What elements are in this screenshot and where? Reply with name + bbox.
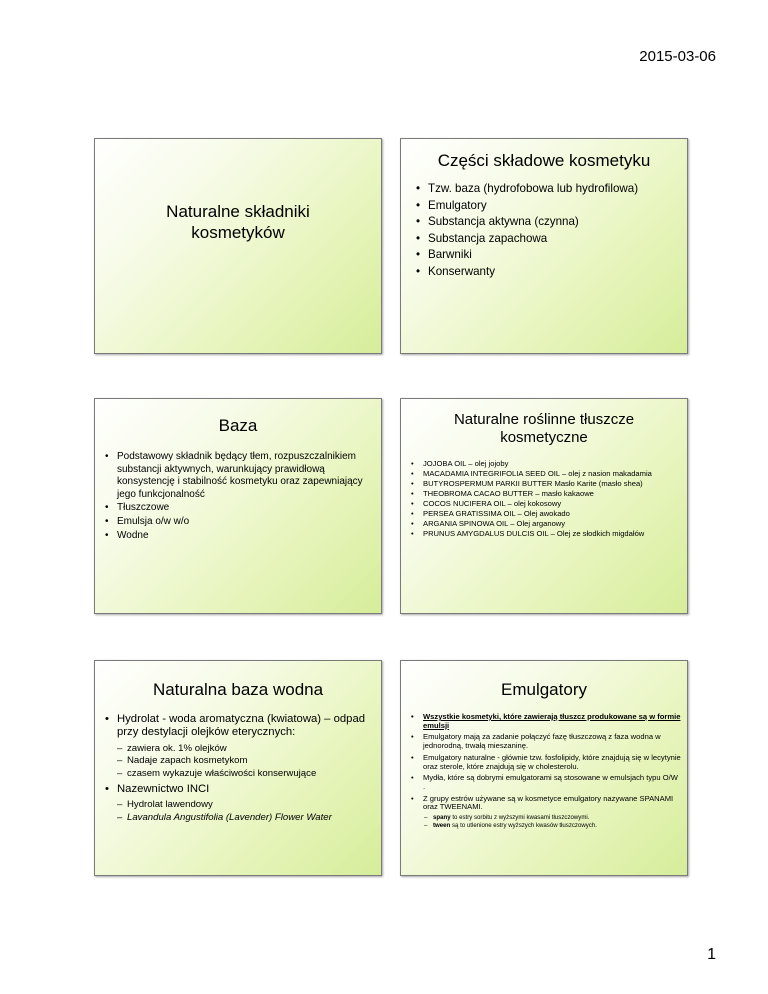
sub-item: – czasem wykazuje właściwości konserwujące bbox=[127, 768, 375, 780]
list-item bbox=[423, 795, 681, 830]
sub-item: – Lavandula Angustifolia (Lavender) Flower Water bbox=[127, 812, 375, 824]
slide-title: Części składowe kosmetyku bbox=[437, 151, 651, 170]
sub-list bbox=[433, 814, 681, 829]
list-item bbox=[117, 783, 375, 824]
page-date: 2015-03-06 bbox=[639, 48, 716, 65]
bullet-list bbox=[117, 451, 371, 543]
list-item: • Barwniki bbox=[428, 247, 681, 264]
term-spany: spany bbox=[433, 814, 451, 822]
list-item: • Emulgatory bbox=[428, 198, 681, 215]
slide-baza-wodna bbox=[94, 660, 382, 876]
list-item: • Konserwanty bbox=[428, 264, 681, 281]
slide-baza bbox=[94, 398, 382, 614]
list-item: • Substancja zapachowa bbox=[428, 231, 681, 248]
bullet-list bbox=[428, 181, 681, 280]
list-item: • Tłuszczowe bbox=[117, 502, 371, 515]
list-item: • PRUNUS AMYGDALUS DULCIS OIL – Olej ze słodkich migdałów bbox=[423, 529, 681, 538]
sub-item bbox=[433, 822, 681, 830]
sub-list bbox=[127, 799, 375, 824]
list-item: • Emulgatory naturalne - głównie tzw. fosfolipidy, które znajdują się w lecytynie oraz sterole, które znajdują się w cholesterolu. bbox=[423, 754, 681, 771]
sub-item: – Hydrolat lawendowy bbox=[127, 799, 375, 811]
bullet-list bbox=[117, 713, 375, 827]
list-item-text: Hydrolat - woda aromatyczna (kwiatowa) – odpad przy destylacji olejków eterycznych: bbox=[117, 713, 366, 739]
list-item: • PERSEA GRATISSIMA OIL – Olej awokado bbox=[423, 509, 681, 518]
list-item: • BUTYROSPERMUM PARKII BUTTER Masło Karite (masło shea) bbox=[423, 479, 681, 488]
page-number: 1 bbox=[707, 946, 716, 963]
list-item: • Emulgatory mają za zadanie połączyć fazę tłuszczową z faza wodna w jednorodną, trwałą mieszaninę. bbox=[423, 733, 681, 750]
slide-czesci-skladowe bbox=[400, 138, 688, 354]
term-tween: tween bbox=[433, 821, 451, 829]
list-item-text: Z grupy estrów używane są w kosmetyce emulgatory nazywane SPANAMI oraz TWEENAMI. bbox=[423, 793, 674, 812]
title-line-2: kosmetyków bbox=[191, 223, 285, 242]
list-item: • Mydła, które są dobrymi emulgatorami są stosowane w emulsjach typu O/W . bbox=[423, 774, 681, 791]
slide-title bbox=[103, 201, 373, 243]
slide-title: Baza bbox=[218, 416, 258, 435]
list-item-text: Nazewnictwo INCI bbox=[117, 783, 210, 796]
list-item: • Podstawowy składnik będący tłem, rozpuszczalnikiem substancji aktywnych, warunkujący prawidłową konsystencję i stabilność kosmetyku oraz zapewniający jego funkcjonalność bbox=[117, 451, 371, 501]
bullet-list bbox=[423, 459, 681, 539]
list-item: • JOJOBA OIL – olej jojoby bbox=[423, 459, 681, 468]
list-item: • ARGANIA SPINOWA OIL – Olej arganowy bbox=[423, 519, 681, 528]
list-item: • COCOS NUCIFERA OIL – olej kokosowy bbox=[423, 499, 681, 508]
sub-list bbox=[127, 743, 375, 780]
list-item: • Wszystkie kosmetyki, które zawierają tłuszcz produkowane są w formie emulsji bbox=[423, 713, 681, 730]
slide-title: Emulgatory bbox=[501, 680, 587, 699]
slide-title: Naturalne roślinne tłuszcze kosmetyczne bbox=[453, 411, 635, 446]
slide-tluszcze bbox=[400, 398, 688, 614]
sub-item: – Nadaje zapach kosmetykom bbox=[127, 755, 375, 767]
title-line-1: Naturalne składniki bbox=[166, 202, 310, 221]
list-item: • Emulsja o/w w/o bbox=[117, 516, 371, 529]
list-item: • Substancja aktywna (czynna) bbox=[428, 214, 681, 231]
list-item: • Wodne bbox=[117, 530, 371, 543]
sub-item-text: są to utlenione estry wyższych kwasów tłuszczowych. bbox=[450, 821, 597, 829]
list-item bbox=[117, 713, 375, 780]
sub-item: – zawiera ok. 1% olejków bbox=[127, 743, 375, 755]
list-item: • THEOBROMA CACAO BUTTER – masło kakaowe bbox=[423, 489, 681, 498]
sub-item-text: to estry sorbitu z wyższymi kwasami tłuszczowymi. bbox=[450, 814, 590, 822]
list-item: • Tzw. baza (hydrofobowa lub hydrofilowa) bbox=[428, 181, 681, 198]
bullet-list bbox=[423, 713, 681, 832]
slide-emulgatory bbox=[400, 660, 688, 876]
slide-title: Naturalna baza wodna bbox=[152, 680, 324, 699]
sub-item bbox=[433, 814, 681, 822]
slide-naturalne-skladniki bbox=[94, 138, 382, 354]
list-item: • MACADAMIA INTEGRIFOLIA SEED OIL – olej z nasion makadamia bbox=[423, 469, 681, 478]
